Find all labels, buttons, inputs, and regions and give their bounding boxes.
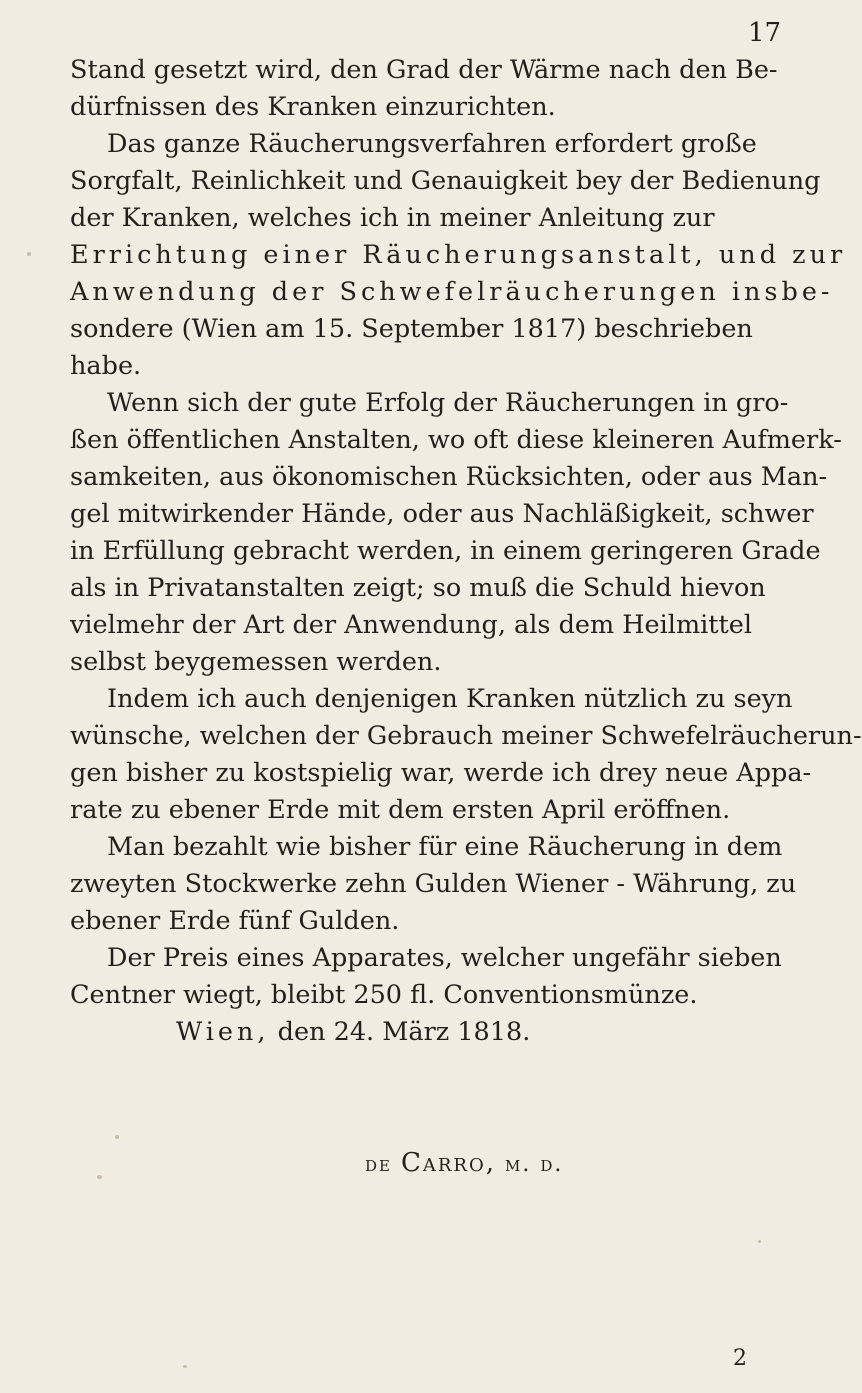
- text-line: Centner wiegt, bleibt 250 fl. Conventionsmünze.: [70, 980, 698, 1010]
- text-line: Anwendung der Schwefelräucherungen insbe-: [70, 277, 834, 307]
- body-text: [70, 52, 862, 1051]
- page-number: 17: [748, 18, 782, 48]
- text-line: sondere (Wien am 15. September 1817) beschrieben: [70, 314, 753, 344]
- text-line: der Kranken, welches ich in meiner Anleitung zur: [70, 203, 715, 233]
- text-line: rate zu ebener Erde mit dem ersten April eröffnen.: [70, 795, 731, 825]
- text-line: habe.: [70, 351, 142, 381]
- text-line: Sorgfalt, Reinlichkeit und Genauigkeit bey der Bedienung: [70, 166, 821, 196]
- text-line: Stand gesetzt wird, den Grad der Wärme nach den Be-: [70, 55, 778, 85]
- signoff-place: Wien,: [176, 1017, 270, 1047]
- text-line: gen bisher zu kostspielig war, werde ich drey neue Appa-: [70, 758, 812, 788]
- paper-spot: [27, 252, 31, 256]
- text-line: als in Privatanstalten zeigt; so muß die Schuld hievon: [70, 573, 766, 603]
- text-line: samkeiten, aus ökonomischen Rücksichten, oder aus Man-: [70, 462, 828, 492]
- text-line: vielmehr der Art der Anwendung, als dem Heilmittel: [70, 610, 753, 640]
- signoff: [70, 1014, 736, 1051]
- text-line: Errichtung einer Räucherungsanstalt, und zur: [70, 240, 847, 270]
- text-line: gel mitwirkender Hände, oder aus Nachläßigkeit, schwer: [70, 499, 814, 529]
- paper-spot: [758, 1240, 761, 1243]
- text-line: Indem ich auch denjenigen Kranken nützlich zu seyn: [107, 684, 793, 714]
- text-line: ebener Erde fünf Gulden.: [70, 906, 400, 936]
- signature: [365, 1148, 563, 1178]
- paper-spot: [183, 1365, 187, 1368]
- text-line: Das ganze Räucherungsverfahren erfordert große: [107, 129, 757, 159]
- text-line: selbst beygemessen werden.: [70, 647, 442, 677]
- signature-title: m. d.: [505, 1152, 564, 1177]
- text-line: in Erfüllung gebracht werden, in einem geringeren Grade: [70, 536, 821, 566]
- text-line: Der Preis eines Apparates, welcher ungefähr sieben: [107, 943, 782, 973]
- text-line: zweyten Stockwerke zehn Gulden Wiener - Währung, zu: [70, 869, 797, 899]
- signoff-date: den 24. März 1818.: [277, 1017, 531, 1047]
- signature-name: Carro,: [400, 1148, 497, 1178]
- text-line: Man bezahlt wie bisher für eine Räucherung in dem: [107, 832, 783, 862]
- signature-prefix: de: [365, 1152, 392, 1177]
- text-line: Wenn sich der gute Erfolg der Räucherungen in gro-: [107, 388, 789, 418]
- sheet-number: 2: [733, 1346, 747, 1371]
- paper-spot: [97, 1175, 102, 1179]
- text-line: wünsche, welchen der Gebrauch meiner Schwefelräucherun-: [70, 721, 862, 751]
- text-line: ßen öffentlichen Anstalten, wo oft diese kleineren Aufmerk-: [70, 425, 842, 455]
- text-line: dürfnissen des Kranken einzurichten.: [70, 92, 556, 122]
- paper-spot: [115, 1135, 119, 1139]
